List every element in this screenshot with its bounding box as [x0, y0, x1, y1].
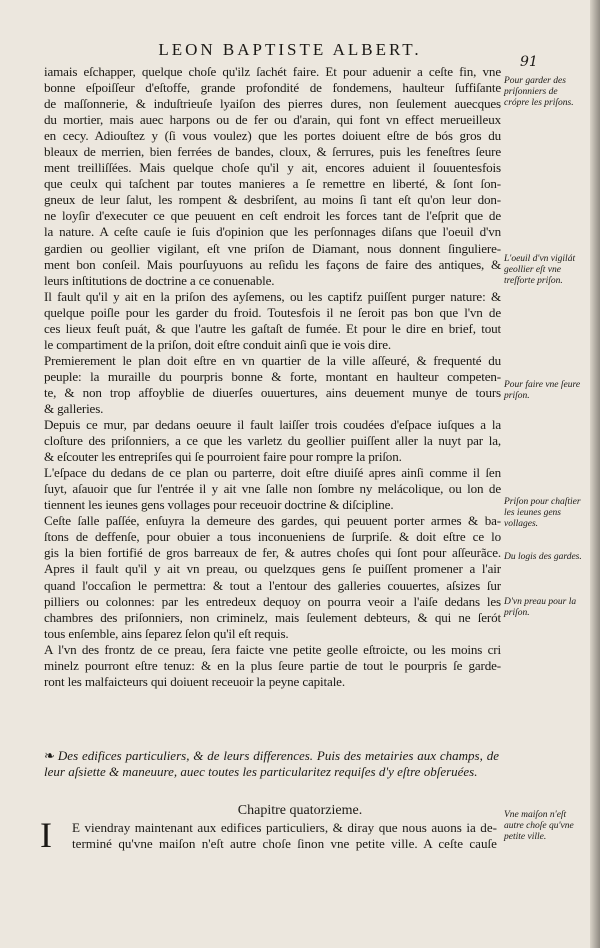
drop-initial: I — [40, 815, 52, 855]
text-line: la nature. A ceſte cauſe ie ſuis d'opinion que les perſonnages diſans que l'oeuil d'vn — [44, 224, 501, 240]
text-line: que ceulx qui taſchent par toutes manieres a ſe remettre en liberté, & ſont ſon- — [44, 176, 501, 192]
text-line: & eſcouter les entrepriſes qui ſe pourroient faire pour rompre la priſon. — [44, 449, 402, 465]
text-line: te, & non trop affoyblie de diuerſes ouuertures, ains deuement munye de tours — [44, 384, 501, 400]
text-line: bonne eſpoiſſeur d'eſtoffe, grande profondité de fondemens, haulteur ſuffiſante — [44, 80, 501, 96]
text-line: & galleries. — [44, 400, 104, 416]
margin-note: Vne maiſon n'eſt autre choſe qu'vne petite ville. — [504, 810, 574, 842]
text-line: ment bon conſeil. Mais pourſuyuons au reſidu les façons de faire des antiques, & — [44, 256, 501, 272]
summary-line: leur aſsiette & maneuure, auec toutes les particularitez requiſes d'y eſtre obſeruées. — [44, 764, 478, 779]
text-line: Depuis ce mur, par dedans oeuure il fault laiſſer trois coudées d'eſpace iuſques a la — [44, 417, 501, 433]
text-line: chambres des priſonniers, non criminelz, mais ſeulement debteurs, & qui ne ſerót — [44, 609, 501, 625]
text-line: gardien ou geollier vigilant, eſt vne priſon de Diamant, nous donnent ſinguliere- — [44, 240, 501, 256]
text-line: du mortier, mais auec harpons ou de fer ou d'arain, qui font vn effect merueilleux — [44, 112, 501, 128]
main-text — [44, 64, 501, 690]
text-line: gneux de leur ſalut, les rompent & desbriſent, au moins ſi tant eſt qu'on leur don- — [44, 192, 501, 208]
text-line: quand l'occaſion le permettra: & tout a l'entour des galleries couuertes, aſsizes ſur — [44, 577, 501, 593]
text-line: ces lieux feuſt puát, & que l'autre les gaſtaſt de fumée. Et pour le dire en brief, tout — [44, 320, 501, 336]
margin-note: L'oeuil d'vn vigilát geollier eſt vne treſforte priſon. — [504, 254, 576, 286]
section-summary — [44, 748, 499, 780]
margin-note: Du logis des gardes. — [504, 552, 582, 562]
text-line: terminé qu'vne maiſon n'eſt autre choſe ſinon vne petite ville. A ceſte cauſe — [72, 836, 497, 851]
text-line: cloſture des priſonniers, a ce que les varletz du geollier puiſſent aller la nuyt par la, — [44, 433, 501, 449]
text-line: ront les malfaicteurs qui doiuent receuoir la peyne capitale. — [44, 673, 345, 689]
text-line: Premierement le plan doit eſtre en vn quartier de la ville aſſeuré, & frequenté du — [44, 352, 501, 368]
text-line: pilliers ou colonnes: par les entredeux dequoy on pourra veoir a l'aiſe dedans les — [44, 593, 501, 609]
page-edge-shadow — [590, 0, 600, 948]
text-line: L'eſpace du dedans de ce plan ou parterre, doit eſtre diuiſé apres ainſi comme il ſen — [44, 465, 501, 481]
text-line: leurs inſtitutions de doctrine a ce conuenable. — [44, 272, 275, 288]
text-line: gis la bien fortifié de gros barreaux de fer, & autres choſes qui ſont pour aſſeurãce. — [44, 545, 501, 561]
text-line: peuple: la muraille du pourpris bonne & forte, montant en haulteur competen- — [44, 368, 501, 384]
text-line: de maſſonnerie, & induſtrieuſe lyaiſon des pierres dures, non ſeulement auecques — [44, 96, 501, 112]
text-line: A l'vn des frontz de ce preau, ſera faicte vne petite geolle eſtroicte, ou les moins cri — [44, 641, 501, 657]
text-line: tous enſemble, ains ſeparez ſelon qu'il eſt requis. — [44, 625, 289, 641]
running-title: LEON BAPTISTE ALBERT. — [158, 40, 422, 59]
page-number: 91 — [520, 54, 538, 70]
text-line: quelque poiſle pour les garder du froid. Toutesfois il ne ſeroit pas bon que l'vn de — [44, 304, 501, 320]
text-line: minelz pourront eſtre tenuz: & en la plus ſeure partie de tout le pourpris ſe garde- — [44, 657, 501, 673]
text-line: tiennent les ieunes gens vollages pour receuoir doctrine & diſcipline. — [44, 497, 394, 513]
margin-note: Priſon pour chaſtier les ieunes gens vollages. — [504, 497, 581, 529]
text-line: iamais eſchapper, quelque choſe qu'ilz ſachét faire. Et pour aduenir a ceſte fin, vne — [44, 64, 501, 79]
margin-note: Pour garder des priſonniers de crópre les priſons. — [504, 76, 574, 108]
summary-text: Des edifices particuliers, & de leurs differences. Puis des metairies aux champs, de — [57, 748, 499, 763]
text-line: Apres il fault qu'il y ait vn preau, ou quelzques gens ſe puiſſent promener a l'air — [44, 561, 501, 577]
text-line: ment treilliſſées. Mais quelque choſe qu'il y ait, encores aduient il ſouuentesfois — [44, 160, 501, 176]
text-line: Il fault qu'il y ait en la priſon des ayſemens, ou les captifz puiſſent purger nature: & — [44, 288, 501, 304]
text-line: le compartiment de la priſon, doit eſtre conduit ainſi que ie vois dire. — [44, 336, 391, 352]
text-line: E viendray maintenant aux edifices particuliers, & diray que nous auons ia de- — [72, 820, 497, 835]
margin-note: Pour faire vne ſeure priſon. — [504, 380, 581, 401]
text-line: Ceſte ſalle paſſée, enſuyra la demeure des gardes, qui peuuent porter armes & ba- — [44, 513, 501, 529]
fleuron-icon: ❧ — [44, 748, 55, 763]
text-line: bleaux de merrien, bien ferrées de bandes, cloux, & ſerrures, puis les feneſtres ſeure — [44, 144, 501, 160]
chapter-title: Chapitre quatorzieme. — [237, 803, 363, 818]
text-line: ſuyt, aſauoir que ſur l'entrée il y ait vne ſalle non ſombre ny melácolique, ou lon de — [44, 481, 501, 497]
chapter-text — [72, 820, 497, 852]
text-line: ſtons de deffenſe, pour obuier a tous inconueniens de ſurpriſe. & doit eſtre ce lo — [44, 529, 501, 545]
margin-note: D'vn preau pour la priſon. — [504, 597, 577, 618]
text-line: ne loyſir d'executer ce que peuuent en ceſt endroit les forces tant de l'eſprit que de — [44, 208, 501, 224]
summary-line — [44, 748, 499, 764]
text-line: en cecy. Adiouſtez y (ſi vous voulez) que les portes doiuent eſtre de bós gros du — [44, 128, 501, 144]
